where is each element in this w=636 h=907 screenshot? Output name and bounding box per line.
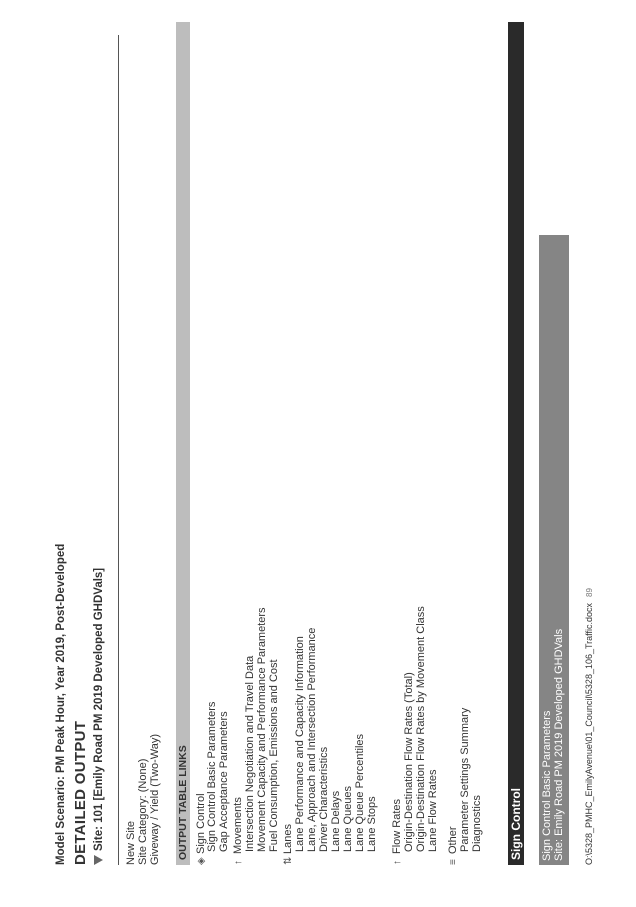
- site-info-control: Giveway / Yield (Two-Way): [149, 733, 161, 865]
- link-lane-approach-intersection[interactable]: Lane, Approach and Intersection Performance: [306, 627, 318, 852]
- page-title: DETAILED OUTPUT: [72, 720, 89, 865]
- group-sign-control: ◈Sign Control: [195, 793, 207, 865]
- link-lane-queues[interactable]: Lane Queues: [342, 785, 354, 852]
- site-triangle-icon: [94, 855, 103, 865]
- link-lane-flow-rates[interactable]: Lane Flow Rates: [427, 769, 439, 852]
- output-links-bar: [176, 22, 190, 865]
- link-parameter-settings[interactable]: Parameter Settings Summary: [459, 707, 471, 852]
- link-od-flow-total[interactable]: Origin-Destination Flow Rates (Total): [403, 672, 415, 852]
- sign-control-section-bar: [508, 22, 524, 865]
- link-sign-control-basic[interactable]: Sign Control Basic Parameters: [206, 701, 218, 852]
- model-scenario: Model Scenario: PM Peak Hour, Year 2019, Post-Developed: [55, 543, 67, 865]
- link-movement-capacity[interactable]: Movement Capacity and Performance Parameters: [256, 607, 268, 852]
- site-info-category: Site Category: (None): [137, 758, 149, 865]
- link-lane-performance[interactable]: Lane Performance and Capacity Information: [294, 636, 306, 852]
- group-other: ≡Other: [447, 826, 459, 865]
- link-diagnostics[interactable]: Diagnostics: [471, 795, 483, 852]
- page-number: 89: [585, 588, 594, 597]
- link-lane-delays[interactable]: Lane Delays: [330, 790, 342, 852]
- table-caption-title: Sign Control Basic Parameters: [541, 710, 553, 861]
- table-caption-site: Site: Emily Road PM 2019 Developed GHDVals: [553, 628, 565, 861]
- link-driver-characteristics[interactable]: Driver Characteristics: [318, 746, 330, 852]
- link-gap-acceptance[interactable]: Gap Acceptance Parameters: [218, 711, 230, 852]
- link-od-flow-by-class[interactable]: Origin-Destination Flow Rates by Movement Class: [415, 606, 427, 852]
- group-movements: ↑Movements: [232, 797, 244, 865]
- site-title-text: Site: 101 [Emily Road PM 2019 Developed GHDVals]: [93, 567, 105, 851]
- other-icon: ≡: [448, 859, 459, 865]
- document-footer: [584, 588, 594, 865]
- site-title: [93, 568, 105, 865]
- link-lane-queue-percentiles[interactable]: Lane Queue Percentiles: [354, 733, 366, 852]
- group-lanes: ⇅Lanes: [282, 824, 294, 865]
- lanes-icon: ⇅: [283, 856, 294, 865]
- header-divider: [118, 35, 119, 865]
- sign-control-section-title: Sign Control: [509, 788, 523, 860]
- group-flow-rates: ↑Flow Rates: [391, 798, 403, 865]
- flow-rates-icon: ↑: [392, 860, 403, 865]
- output-links-heading: OUTPUT TABLE LINKS: [177, 745, 189, 860]
- link-fuel-consumption[interactable]: Fuel Consumption, Emissions and Cost: [268, 659, 280, 852]
- movements-icon: ↑: [233, 860, 244, 865]
- sign-control-icon: ◈: [196, 857, 207, 865]
- site-info-new: New Site: [125, 820, 137, 865]
- link-lane-stops[interactable]: Lane Stops: [366, 796, 378, 852]
- link-intersection-negotiation[interactable]: Intersection Negotiation and Travel Data: [244, 655, 256, 852]
- footer-path: O:\5328_PMHC_EmilyAvenue\01_Council\5328_106_Traffic.docx: [584, 603, 594, 865]
